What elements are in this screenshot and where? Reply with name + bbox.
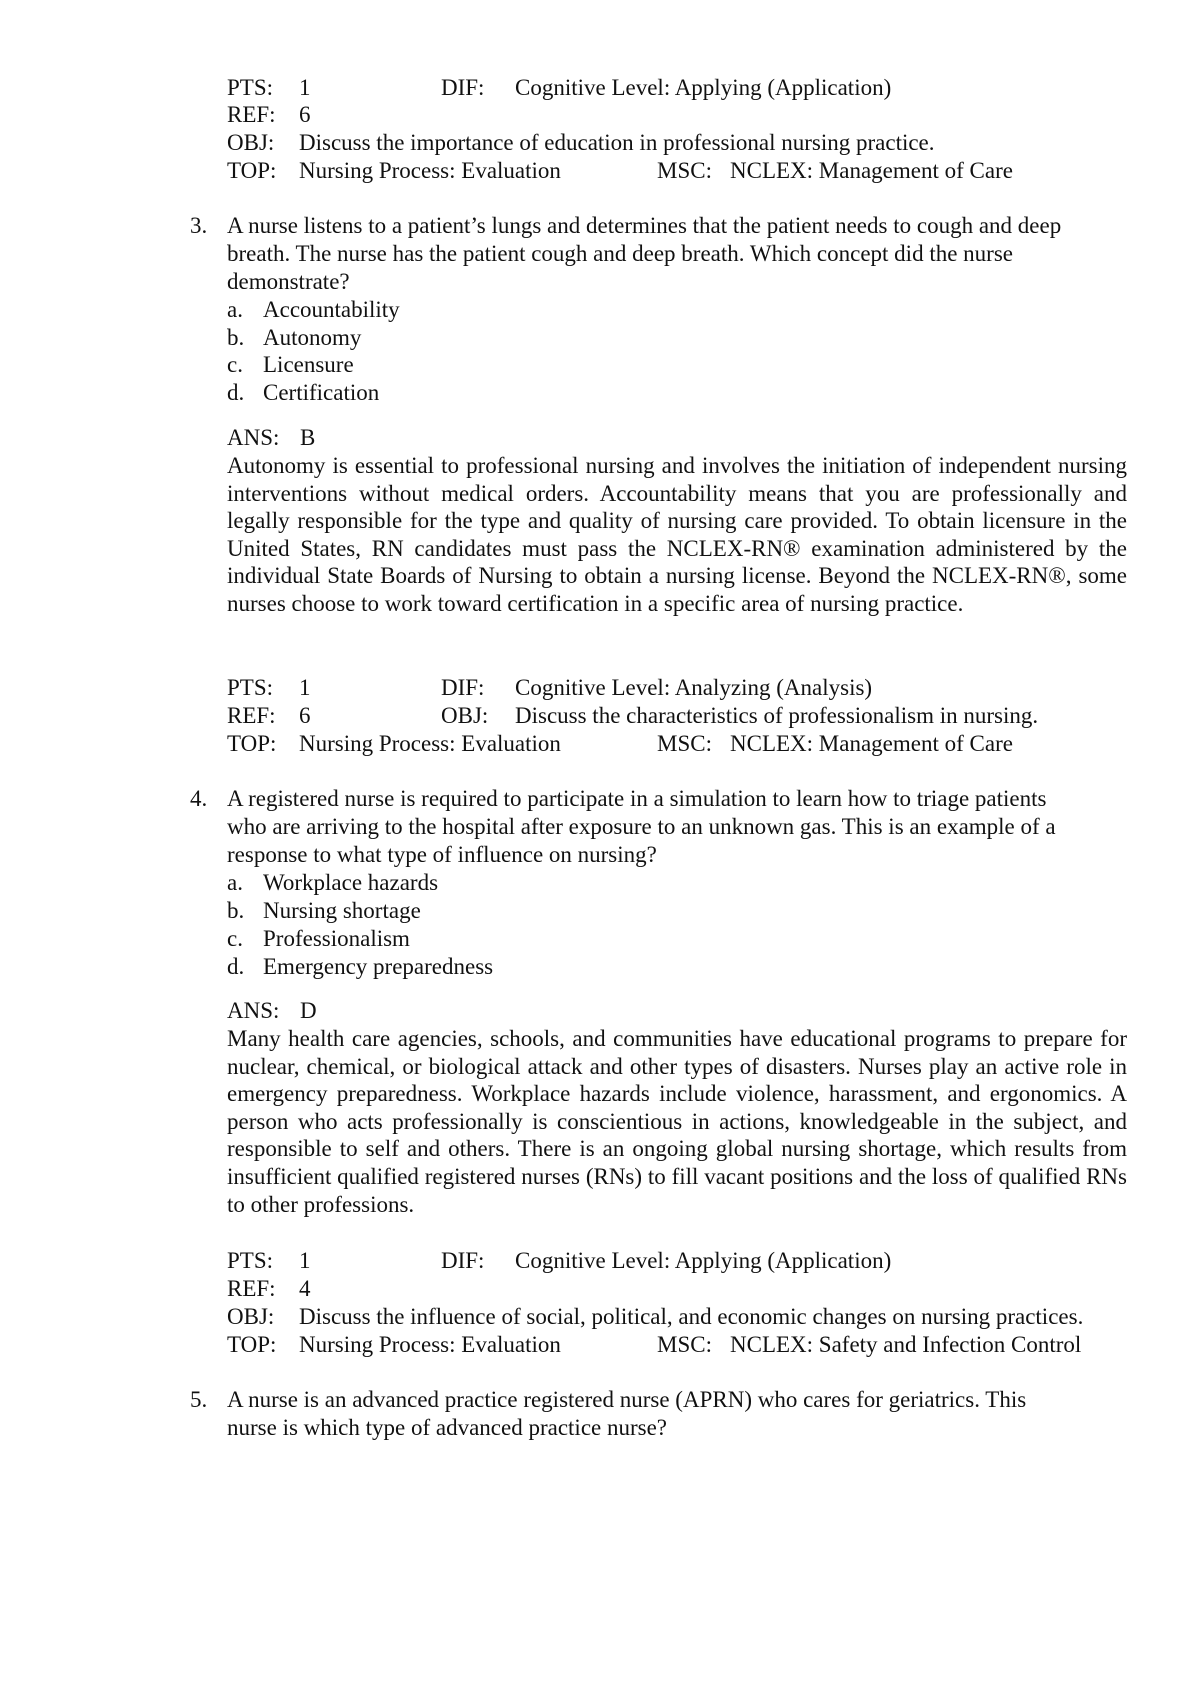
option-text: Licensure — [263, 352, 354, 377]
msc-label: MSC: — [657, 731, 712, 756]
option-text: Autonomy — [263, 325, 362, 350]
top-label: TOP: — [227, 731, 277, 756]
question-number: 4. — [190, 786, 208, 811]
msc-label: MSC: — [657, 1332, 712, 1357]
dif-label: DIF: — [441, 75, 485, 100]
option-letter: d. — [227, 380, 245, 405]
stem-text: A registered nurse is required to participate in a simulation to learn how to triage patients — [227, 786, 1047, 811]
obj-label: OBJ: — [227, 1304, 275, 1329]
ref-label: REF: — [227, 703, 276, 728]
obj-label: OBJ: — [441, 703, 489, 728]
top-label: TOP: — [227, 158, 277, 183]
pts-label: PTS: — [227, 75, 274, 100]
pts-label: PTS: — [227, 1248, 274, 1273]
dif-label: DIF: — [441, 1248, 485, 1273]
pts-label: PTS: — [227, 675, 274, 700]
ref-label: REF: — [227, 1276, 276, 1301]
top-value: Nursing Process: Evaluation — [299, 1332, 561, 1357]
ref-value: 6 — [299, 102, 311, 127]
option-text: Nursing shortage — [263, 898, 421, 923]
stem-text: response to what type of influence on nursing? — [227, 842, 657, 867]
dif-value: Cognitive Level: Applying (Application) — [515, 1248, 892, 1273]
top-value: Nursing Process: Evaluation — [299, 158, 561, 183]
option-letter: c. — [227, 352, 243, 377]
ref-value: 6 — [299, 703, 311, 728]
obj-label: OBJ: — [227, 130, 275, 155]
msc-value: NCLEX: Management of Care — [730, 158, 1013, 183]
msc-value: NCLEX: Management of Care — [730, 731, 1013, 756]
stem-text: A nurse is an advanced practice registered nurse (APRN) who cares for geriatrics. This — [227, 1387, 1027, 1412]
pts-value: 1 — [299, 675, 311, 700]
dif-value: Cognitive Level: Applying (Application) — [515, 75, 892, 100]
stem-text: A nurse listens to a patient’s lungs and determines that the patient needs to cough and deep — [227, 213, 1062, 238]
ans-label: ANS: — [227, 998, 280, 1023]
ans-label: ANS: — [227, 425, 280, 450]
msc-value: NCLEX: Safety and Infection Control — [730, 1332, 1082, 1357]
obj-value: Discuss the influence of social, political, and economic changes on nursing practices. — [299, 1304, 1084, 1329]
option-letter: b. — [227, 898, 245, 923]
option-letter: d. — [227, 954, 245, 979]
top-label: TOP: — [227, 1332, 277, 1357]
pts-value: 1 — [299, 1248, 311, 1273]
stem-text: demonstrate? — [227, 269, 350, 294]
rationale: Many health care agencies, schools, and communities have educational programs to prepare for nuclear, chemical, or biological attack and other types of disasters. Nurses play an active role in emergency preparedness. Workplace hazards include violence, harassment, and ergonomics. A person who acts professionally is conscientious in actions, knowledgeable in the subject, and responsible to self and others. There is an ongoing global nursing shortage, which results from insufficient qualified registered nurses (RNs) to fill vacant positions and the loss of qualified RNs to other professions. — [227, 1026, 1127, 1217]
pts-value: 1 — [299, 75, 311, 100]
ref-label: REF: — [227, 102, 276, 127]
option-letter: a. — [227, 870, 243, 895]
obj-value: Discuss the importance of education in professional nursing practice. — [299, 130, 935, 155]
dif-label: DIF: — [441, 675, 485, 700]
stem-text: who are arriving to the hospital after exposure to an unknown gas. This is an example of a — [227, 814, 1056, 839]
rationale: Autonomy is essential to professional nursing and involves the initiation of independent nursing interventions without medical orders. Accountability means that you are professionally and legally responsible for the type and quality of nursing care provided. To obtain licensure in the United States, RN candidates must pass the NCLEX-RN® examination administered by the individual State Boards of Nursing to obtain a nursing license. Beyond the NCLEX-RN®, some nurses choose to work toward certification in a specific area of nursing practice. — [227, 453, 1127, 616]
stem-text: nurse is which type of advanced practice nurse? — [227, 1415, 668, 1440]
ans-value: B — [300, 425, 316, 450]
top-value: Nursing Process: Evaluation — [299, 731, 561, 756]
option-letter: a. — [227, 297, 243, 322]
option-text: Professionalism — [263, 926, 410, 951]
option-letter: c. — [227, 926, 243, 951]
dif-value: Cognitive Level: Analyzing (Analysis) — [515, 675, 873, 700]
option-text: Emergency preparedness — [263, 954, 494, 979]
obj-value: Discuss the characteristics of professionalism in nursing. — [515, 703, 1039, 728]
ref-value: 4 — [299, 1276, 311, 1301]
stem-text: breath. The nurse has the patient cough and deep breath. Which concept did the nurse — [227, 241, 1013, 266]
msc-label: MSC: — [657, 158, 712, 183]
question-number: 3. — [190, 213, 208, 238]
option-text: Accountability — [263, 297, 400, 322]
ans-value: D — [300, 998, 317, 1023]
option-text: Workplace hazards — [263, 870, 439, 895]
question-number: 5. — [190, 1387, 208, 1412]
option-letter: b. — [227, 325, 245, 350]
option-text: Certification — [263, 380, 380, 405]
